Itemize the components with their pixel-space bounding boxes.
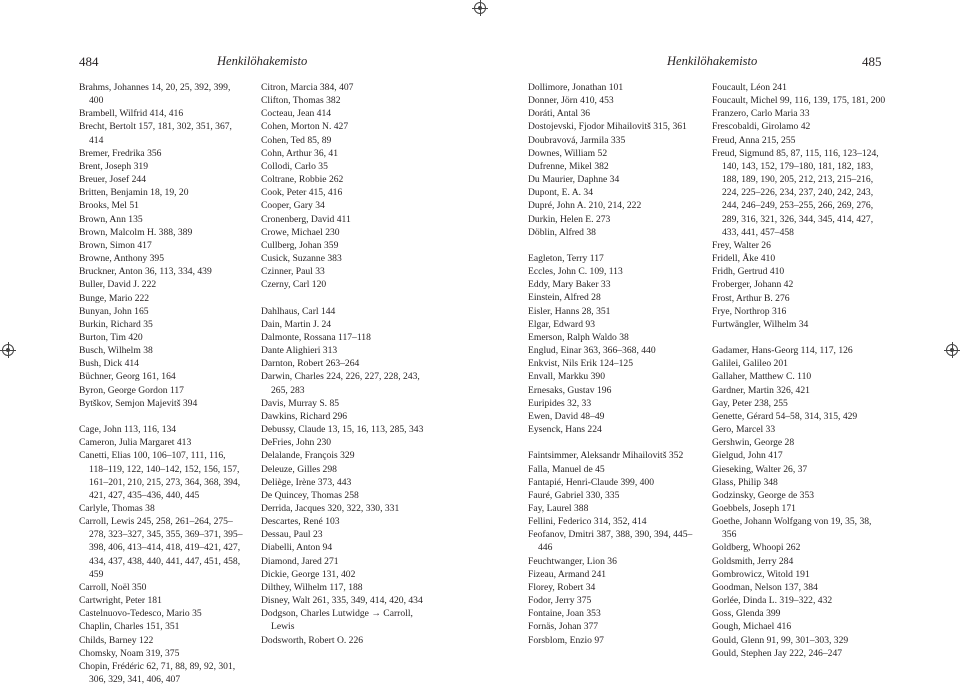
- index-entry: Bunge, Mario 222: [79, 292, 150, 304]
- letter-group-gap: [261, 292, 433, 305]
- index-entry: Dalmonte, Rossana 117–118: [261, 331, 371, 343]
- right-page-number: 485: [862, 54, 882, 69]
- index-entry: Elgar, Edward 93: [528, 318, 596, 330]
- index-entry: Gallaher, Matthew C. 110: [712, 371, 812, 383]
- index-entry: Eddy, Mary Baker 33: [528, 279, 611, 291]
- index-entry: Godzinsky, George de 353: [712, 489, 815, 501]
- index-entry: Fridh, Gertrud 410: [712, 266, 785, 278]
- index-entry: Brown, Simon 417: [79, 239, 152, 251]
- registration-mark-icon: [946, 344, 958, 356]
- index-entry: Brown, Malcolm H. 388, 389: [79, 226, 193, 238]
- index-entry: Cameron, Julia Margaret 413: [79, 437, 192, 449]
- index-entry: Buller, David J. 222: [79, 279, 157, 291]
- index-entry: Goss, Glenda 399: [712, 608, 781, 620]
- index-entry: Brown, Ann 135: [79, 213, 143, 225]
- index-entry: Florey, Robert 34: [528, 581, 596, 593]
- index-entry: Czinner, Paul 33: [261, 266, 325, 278]
- index-entry: Chaplin, Charles 151, 351: [79, 621, 180, 633]
- index-entry: Fridell, Åke 410: [712, 253, 776, 265]
- index-entry: Cohen, Morton N. 427: [261, 121, 349, 133]
- index-entry: Doubravová, Jarmila 335: [528, 134, 626, 146]
- index-entry: Cocteau, Jean 414: [261, 108, 332, 120]
- index-entry: Eccles, John C. 109, 113: [528, 266, 623, 278]
- index-entry: Bruckner, Anton 36, 113, 334, 439: [79, 266, 212, 278]
- index-entry: Goodman, Nelson 137, 384: [712, 581, 818, 593]
- index-entry: Fauré, Gabriel 330, 335: [528, 489, 620, 501]
- registration-mark-icon: [474, 2, 486, 14]
- index-entry: Du Maurier, Daphne 34: [528, 174, 620, 186]
- index-entry: Darwin, Charles 224, 226, 227, 228, 243, 265, 283: [261, 371, 420, 396]
- index-entry: Feuchtwanger, Lion 36: [528, 555, 617, 567]
- index-entry: Gielgud, John 417: [712, 450, 783, 462]
- letter-group-gap: [528, 436, 704, 449]
- right-running-title: Henkilöhakemisto: [667, 54, 758, 68]
- index-entry: Disney, Walt 261, 335, 349, 414, 420, 434: [261, 595, 423, 607]
- index-entry: Delalande, François 329: [261, 450, 355, 462]
- index-entry: Cohen, Ted 85, 89: [261, 134, 332, 146]
- index-entry: Childs, Barney 122: [79, 634, 154, 646]
- index-entry: Dupont, E. A. 34: [528, 187, 594, 199]
- index-entry: Gadamer, Hans-Georg 114, 117, 126: [712, 345, 853, 357]
- index-entry: Breuer, Josef 244: [79, 174, 147, 186]
- index-entry: Cartwright, Peter 181: [79, 595, 162, 607]
- index-entry: Glass, Philip 348: [712, 476, 778, 488]
- index-entry: Fellini, Federico 314, 352, 414: [528, 516, 647, 528]
- index-entry: Collodi, Carlo 35: [261, 160, 328, 172]
- index-entry: Britten, Benjamin 18, 19, 20: [79, 187, 189, 199]
- index-entry: Goldberg, Whoopi 262: [712, 542, 801, 554]
- index-entry: Brecht, Bertolt 157, 181, 302, 351, 367, 414: [79, 121, 232, 146]
- index-entry: Gieseking, Walter 26, 37: [712, 463, 808, 475]
- index-entry: Gershwin, George 28: [712, 437, 795, 449]
- index-entry: Czerny, Carl 120: [261, 279, 327, 291]
- index-entry: Burton, Tim 420: [79, 331, 143, 343]
- index-entry: Dodgson, Charles Lutwidge → Carroll, Lewis: [261, 608, 413, 633]
- index-entry: Gould, Stephen Jay 222, 246–247: [712, 647, 843, 659]
- index-entry: Brent, Joseph 319: [79, 160, 149, 172]
- index-entry: Debussy, Claude 13, 15, 16, 113, 285, 343: [261, 424, 424, 436]
- index-entry: Froberger, Johann 42: [712, 279, 794, 291]
- index-entry: Crowe, Michael 230: [261, 226, 340, 238]
- index-entry: Gombrowicz, Witold 191: [712, 568, 810, 580]
- index-entry: Dodsworth, Robert O. 226: [261, 634, 364, 646]
- index-entry: Bunyan, John 165: [79, 305, 149, 317]
- index-entry: DeFries, John 230: [261, 437, 332, 449]
- index-entry: Ernesaks, Gustav 196: [528, 384, 612, 396]
- index-entry: Genette, Gérard 54–58, 314, 315, 429: [712, 410, 858, 422]
- index-entry: Cage, John 113, 116, 134: [79, 424, 177, 436]
- index-entry: Burkin, Richard 35: [79, 318, 153, 330]
- index-entry: Faintsimmer, Aleksandr Mihailovitš 352: [528, 450, 684, 462]
- index-entry: Emerson, Ralph Waldo 38: [528, 331, 629, 343]
- index-entry: Foucault, Michel 99, 116, 139, 175, 181, 200: [712, 95, 886, 107]
- index-entry: Carlyle, Thomas 38: [79, 502, 155, 514]
- index-entry: Dufrenne, Mikel 382: [528, 160, 609, 172]
- index-entry: Einstein, Alfred 28: [528, 292, 601, 304]
- index-entry: Clifton, Thomas 382: [261, 95, 341, 107]
- index-column-4: [712, 81, 888, 660]
- index-entry: Ewen, David 48–49: [528, 410, 605, 422]
- index-entry: Fay, Laurel 388: [528, 502, 589, 514]
- index-column-3: [528, 81, 704, 647]
- index-entry: Gay, Peter 238, 255: [712, 397, 788, 409]
- index-entry: Canetti, Elias 100, 106–107, 111, 116, 118–119, 122, 140–142, 152, 156, 157, 161–201, 210, 215, 273, 364, 368, 394, 421, 427, 435–436, 440, 445: [79, 450, 241, 501]
- index-entry: Brooks, Mel 51: [79, 200, 139, 212]
- index-entry: Cooper, Gary 34: [261, 200, 325, 212]
- index-entry: Enkvist, Nils Erik 124–125: [528, 358, 633, 370]
- index-entry: Eisler, Hanns 28, 351: [528, 305, 611, 317]
- index-entry: Darnton, Robert 263–264: [261, 358, 360, 370]
- index-entry: Forsblom, Enzio 97: [528, 634, 604, 646]
- index-entry: Frescobaldi, Girolamo 42: [712, 121, 811, 133]
- index-entry: Byron, George Gordon 117: [79, 384, 184, 396]
- index-entry: Dessau, Paul 23: [261, 529, 323, 541]
- index-entry: Dahlhaus, Carl 144: [261, 305, 336, 317]
- index-entry: Frey, Walter 26: [712, 239, 771, 251]
- index-entry: Diabelli, Anton 94: [261, 542, 333, 554]
- letter-group-gap: [79, 410, 245, 423]
- index-entry: Frye, Northrop 316: [712, 305, 787, 317]
- index-entry: Dostojevski, Fjodor Mihailovitš 315, 361: [528, 121, 687, 133]
- index-entry: Büchner, Georg 161, 164: [79, 371, 176, 383]
- index-entry: Döblin, Alfred 38: [528, 226, 596, 238]
- index-entry: Dupré, John A. 210, 214, 222: [528, 200, 642, 212]
- index-entry: Downes, William 52: [528, 147, 608, 159]
- index-column-2: [261, 81, 433, 647]
- index-entry: Donner, Jörn 410, 453: [528, 95, 614, 107]
- index-entry: Bush, Dick 414: [79, 358, 139, 370]
- index-entry: Doráti, Antal 36: [528, 108, 591, 120]
- index-entry: Goldsmith, Jerry 284: [712, 555, 794, 567]
- index-entry: Frost, Arthur B. 276: [712, 292, 790, 304]
- index-entry: Citron, Marcia 384, 407: [261, 82, 354, 93]
- index-entry: Descartes, René 103: [261, 516, 340, 528]
- index-entry: Dollimore, Jonathan 101: [528, 82, 624, 93]
- index-entry: Goethe, Johann Wolfgang von 19, 35, 38, 356: [712, 516, 872, 541]
- index-entry: Furtwängler, Wilhelm 34: [712, 318, 809, 330]
- index-entry: Coltrane, Robbie 262: [261, 174, 344, 186]
- index-entry: Deleuze, Gilles 298: [261, 463, 337, 475]
- index-entry: Cusick, Suzanne 383: [261, 253, 342, 265]
- index-entry: Diamond, Jared 271: [261, 555, 339, 567]
- index-entry: Cohn, Arthur 36, 41: [261, 147, 339, 159]
- index-entry: Dickie, George 131, 402: [261, 568, 356, 580]
- index-entry: Fodor, Jerry 375: [528, 595, 592, 607]
- index-entry: Freud, Sigmund 85, 87, 115, 116, 123–124, 140, 143, 152, 179–180, 181, 182, 183, 188, 189, 190, 205, 212, 213, 215–216, 224, 225–226, 234, 237, 240, 242, 243, 244, 246–249, 253–255, 266, 269, 276, 289, 316, 321, 326, 344, 345, 414, 427, 433, 441, 457–458: [712, 147, 879, 238]
- index-entry: Fizeau, Armand 241: [528, 568, 607, 580]
- index-entry: Bytškov, Semjon Majevitš 394: [79, 397, 198, 409]
- left-running-title: Henkilöhakemisto: [217, 54, 308, 68]
- index-entry: Gorlée, Dinda L. 319–322, 432: [712, 595, 833, 607]
- index-entry: Cullberg, Johan 359: [261, 239, 339, 251]
- index-entry: Bremer, Fredrika 356: [79, 147, 162, 159]
- index-entry: Dilthey, Wilhelm 117, 188: [261, 581, 363, 593]
- left-page-number: 484: [79, 54, 99, 69]
- index-entry: Foucault, Léon 241: [712, 82, 787, 93]
- index-entry: Chopin, Frédéric 62, 71, 88, 89, 92, 301, 306, 329, 341, 406, 407: [79, 660, 236, 686]
- index-entry: Castelnuovo-Tedesco, Mario 35: [79, 608, 202, 620]
- index-entry: Cronenberg, David 411: [261, 213, 351, 225]
- index-entry: Gardner, Martin 326, 421: [712, 384, 810, 396]
- index-entry: Carroll, Lewis 245, 258, 261–264, 275–278, 323–327, 345, 355, 369–371, 395–398, 406, 413–414, 418, 419–421, 427, 434, 437, 438, 440, 441, 447, 451, 458, 459: [79, 516, 243, 580]
- index-entry: Eagleton, Terry 117: [528, 253, 604, 265]
- index-entry: Fontaine, Joan 353: [528, 608, 601, 620]
- index-entry: Cook, Peter 415, 416: [261, 187, 343, 199]
- index-entry: Envall, Markku 390: [528, 371, 606, 383]
- index-entry: Gould, Glenn 91, 99, 301–303, 329: [712, 634, 849, 646]
- index-entry: Englud, Einar 363, 366–368, 440: [528, 345, 656, 357]
- index-entry: Chomsky, Noam 319, 375: [79, 647, 180, 659]
- index-entry: De Quincey, Thomas 258: [261, 489, 359, 501]
- index-entry: Busch, Wilhelm 38: [79, 345, 153, 357]
- index-entry: Deliège, Irène 373, 443: [261, 476, 352, 488]
- index-entry: Dain, Martin J. 24: [261, 318, 332, 330]
- index-entry: Durkin, Helen E. 273: [528, 213, 611, 225]
- index-entry: Eysenck, Hans 224: [528, 424, 602, 436]
- index-entry: Freud, Anna 215, 255: [712, 134, 796, 146]
- index-column-1: [79, 81, 245, 686]
- index-entry: Browne, Anthony 395: [79, 253, 165, 265]
- index-entry: Euripides 32, 33: [528, 397, 592, 409]
- index-entry: Dante Alighieri 313: [261, 345, 338, 357]
- registration-mark-icon: [2, 344, 14, 356]
- index-entry: Franzero, Carlo Maria 33: [712, 108, 810, 120]
- index-entry: Galilei, Galileo 201: [712, 358, 788, 370]
- index-entry: Dawkins, Richard 296: [261, 410, 348, 422]
- index-entry: Falla, Manuel de 45: [528, 463, 605, 475]
- index-entry: Fantapié, Henri-Claude 399, 400: [528, 476, 655, 488]
- index-entry: Carroll, Noël 350: [79, 581, 147, 593]
- index-entry: Derrida, Jacques 320, 322, 330, 331: [261, 502, 400, 514]
- letter-group-gap: [528, 239, 704, 252]
- index-entry: Gero, Marcel 33: [712, 424, 776, 436]
- index-entry: Feofanov, Dmitri 387, 388, 390, 394, 445–446: [528, 529, 693, 554]
- letter-group-gap: [712, 331, 888, 344]
- index-entry: Brambell, Wilfrid 414, 416: [79, 108, 184, 120]
- index-entry: Gough, Michael 416: [712, 621, 792, 633]
- index-entry: Brahms, Johannes 14, 20, 25, 392, 399, 400: [79, 82, 231, 107]
- index-entry: Davis, Murray S. 85: [261, 397, 340, 409]
- index-entry: Fornäs, Johan 377: [528, 621, 599, 633]
- index-entry: Goebbels, Joseph 171: [712, 502, 796, 514]
